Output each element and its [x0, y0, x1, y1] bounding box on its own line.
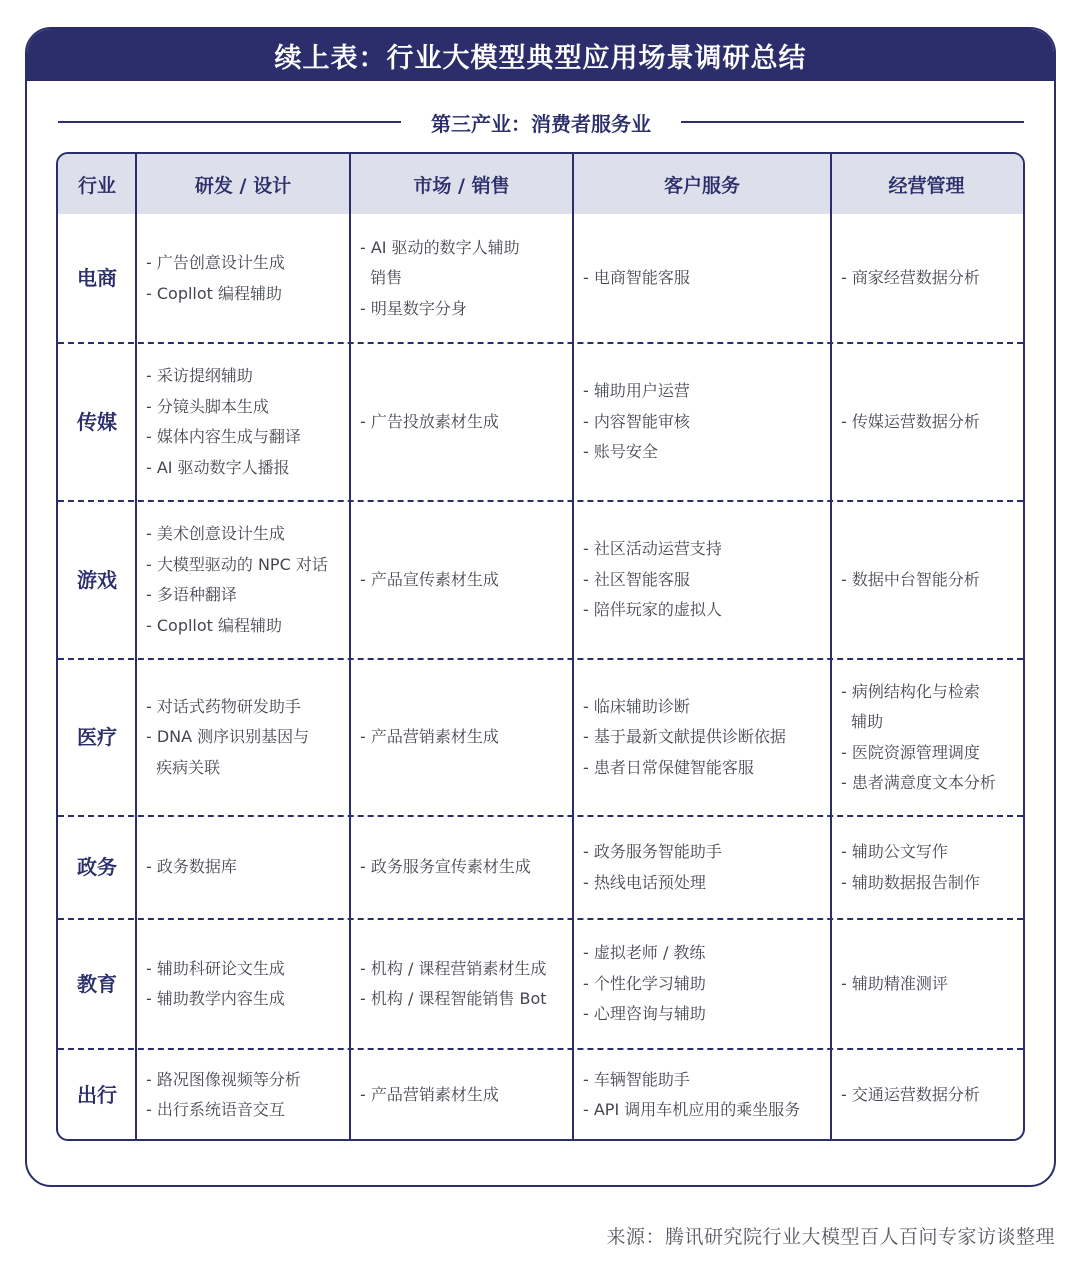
- industry-cell: 出行: [77, 1082, 117, 1107]
- item-list: [841, 677, 996, 799]
- table-row: [58, 502, 1023, 660]
- item-list: [146, 852, 237, 883]
- list-item: - 个性化学习辅助: [583, 973, 706, 993]
- list-item: - 对话式药物研发助手: [146, 696, 301, 716]
- list-item: - 辅助教学内容生成: [146, 989, 285, 1008]
- list-item: - 患者满意度文本分析: [841, 773, 996, 792]
- item-list: [841, 407, 980, 438]
- rd-cell: [136, 1050, 350, 1140]
- list-item: - 虚拟老师 / 教练: [583, 943, 706, 963]
- service-cell: [573, 660, 831, 815]
- list-item: - 数据中台智能分析: [841, 569, 980, 589]
- section-heading: [58, 106, 1024, 138]
- list-item: - DNA 测序识别基因与: [146, 727, 310, 747]
- item-list: [146, 361, 301, 483]
- item-list: [583, 938, 706, 1030]
- market-cell: [350, 817, 573, 918]
- list-item: - 传媒运营数据分析: [841, 411, 980, 431]
- item-list: [583, 376, 690, 468]
- service-cell: [573, 817, 831, 918]
- mgmt-cell: [831, 817, 1022, 918]
- list-item: - 广告创意设计生成: [146, 253, 285, 272]
- section-label: 第三产业：消费者服务业: [431, 111, 651, 136]
- market-cell: [350, 502, 573, 658]
- list-item: - 医院资源管理调度: [841, 742, 980, 762]
- table-row: [58, 344, 1023, 502]
- item-list: [146, 692, 309, 784]
- list-item: - 商家经营数据分析: [841, 268, 980, 288]
- mgmt-cell: [831, 344, 1022, 500]
- item-list: [583, 1065, 800, 1126]
- market-cell: [350, 344, 573, 500]
- list-item: - 心理咨询与辅助: [583, 1004, 706, 1024]
- industry-cell: 电商: [77, 266, 117, 291]
- header-market: 市场 / 销售: [413, 174, 510, 197]
- column-divider: [135, 154, 137, 1139]
- list-item: - 明星数字分身: [360, 298, 467, 318]
- list-item: - 媒体内容生成与翻译: [146, 427, 301, 446]
- rd-cell: [136, 215, 350, 342]
- header-rd: 研发 / 设计: [194, 174, 292, 197]
- list-item: - AI 驱动的数字人辅助: [360, 237, 520, 257]
- service-cell: [573, 1050, 831, 1140]
- list-item: - 采访提纲辅助: [146, 366, 253, 385]
- item-list: [841, 565, 980, 596]
- list-item: - API 调用车机应用的乘坐服务: [583, 1100, 801, 1119]
- market-cell: [350, 1050, 573, 1140]
- item-list: [360, 722, 499, 753]
- list-item: - 辅助用户运营: [583, 381, 690, 401]
- item-list: [360, 852, 531, 883]
- list-item: - 产品营销素材生成: [360, 1084, 499, 1104]
- service-cell: [573, 502, 831, 658]
- rd-cell: [136, 344, 350, 500]
- list-item: - 路况图像视频等分析: [146, 1069, 301, 1089]
- table-row: [58, 1050, 1023, 1140]
- column-divider: [830, 154, 832, 1139]
- list-item: - 分镜头脚本生成: [146, 396, 269, 416]
- list-item: - 电商智能客服: [583, 268, 690, 288]
- list-item: - 临床辅助诊断: [583, 696, 690, 716]
- rd-cell: [136, 920, 350, 1048]
- table-row: [58, 920, 1023, 1050]
- list-item: - 辅助数据报告制作: [841, 872, 980, 892]
- list-item: - 社区智能客服: [583, 569, 690, 589]
- list-item: - 大模型驱动的 NPC 对话: [146, 554, 328, 574]
- table-header-row: [58, 154, 1023, 214]
- market-cell: [350, 920, 573, 1048]
- list-item: - 辅助科研论文生成: [146, 958, 285, 978]
- list-item: 疾病关联: [146, 757, 221, 777]
- list-item: - 广告投放素材生成: [360, 411, 499, 431]
- mgmt-cell: [831, 660, 1022, 815]
- source-note: 来源：腾讯研究院行业大模型百人百问专家访谈整理: [606, 1226, 1055, 1248]
- mgmt-cell: [831, 920, 1022, 1048]
- mgmt-cell: [831, 215, 1022, 342]
- service-cell: [573, 215, 831, 342]
- table-row: [58, 660, 1023, 817]
- header-service: 客户服务: [663, 174, 740, 197]
- item-list: [583, 692, 786, 784]
- item-list: [841, 263, 980, 294]
- list-item: - AI 驱动数字人播报: [146, 457, 290, 477]
- list-item: - 机构 / 课程智能销售 Bot: [360, 989, 547, 1008]
- list-item: - 陪伴玩家的虚拟人: [583, 600, 722, 620]
- item-list: [360, 565, 499, 596]
- list-item: - 病例结构化与检索: [841, 681, 980, 701]
- column-divider: [349, 154, 351, 1139]
- item-list: [583, 263, 690, 294]
- item-list: [360, 233, 520, 325]
- industry-cell: 医疗: [77, 725, 117, 750]
- item-list: [583, 534, 722, 626]
- rd-cell: [136, 660, 350, 815]
- industry-cell: 教育: [77, 971, 117, 996]
- market-cell: [350, 215, 573, 342]
- header-industry: 行业: [77, 174, 116, 197]
- header-mgmt: 经营管理: [888, 174, 965, 197]
- list-item: - 美术创意设计生成: [146, 524, 285, 543]
- list-item: - 交通运营数据分析: [841, 1084, 980, 1104]
- list-item: - 多语种翻译: [146, 585, 237, 604]
- mgmt-cell: [831, 502, 1022, 658]
- list-item: - 基于最新文献提供诊断依据: [583, 727, 786, 747]
- list-item: - 辅助公文写作: [841, 842, 948, 861]
- list-item: - 机构 / 课程营销素材生成: [360, 958, 547, 978]
- rd-cell: [136, 817, 350, 918]
- list-item: - 产品营销素材生成: [360, 727, 499, 747]
- list-item: - 热线电话预处理: [583, 872, 706, 892]
- list-item: - 车辆智能助手: [583, 1069, 690, 1089]
- item-list: [360, 407, 499, 438]
- mgmt-cell: [831, 1050, 1022, 1140]
- item-list: [583, 837, 722, 898]
- list-item: - Copllot 编程辅助: [146, 615, 283, 635]
- list-item: - Copllot 编程辅助: [146, 283, 283, 303]
- table-row: [58, 215, 1023, 344]
- list-item: - 政务服务智能助手: [583, 842, 722, 861]
- service-cell: [573, 344, 831, 500]
- list-item: - 出行系统语音交互: [146, 1100, 285, 1119]
- list-item: - 社区活动运营支持: [583, 539, 722, 559]
- section-rule-right: [681, 121, 1024, 123]
- item-list: [360, 1080, 499, 1111]
- item-list: [841, 1080, 980, 1111]
- section-rule-left: [58, 121, 401, 123]
- table-row: [58, 817, 1023, 920]
- scenario-table: [56, 152, 1025, 1141]
- list-item: - 政务数据库: [146, 857, 237, 877]
- list-item: 销售: [360, 268, 403, 288]
- list-item: - 产品宣传素材生成: [360, 569, 499, 589]
- item-list: [360, 954, 547, 1015]
- market-cell: [350, 660, 573, 815]
- list-item: - 辅助精准测评: [841, 973, 948, 993]
- card-title: 续上表：行业大模型典型应用场景调研总结: [27, 29, 1054, 81]
- list-item: - 政务服务宣传素材生成: [360, 857, 531, 877]
- rd-cell: [136, 502, 350, 658]
- item-list: [146, 954, 285, 1015]
- item-list: [146, 519, 328, 641]
- list-item: - 内容智能审核: [583, 411, 690, 431]
- item-list: [146, 248, 285, 309]
- item-list: [841, 969, 948, 1000]
- item-list: [841, 837, 980, 898]
- list-item: - 账号安全: [583, 442, 658, 462]
- industry-cell: 政务: [77, 855, 117, 880]
- service-cell: [573, 920, 831, 1048]
- item-list: [146, 1065, 301, 1126]
- list-item: 辅助: [841, 712, 884, 731]
- industry-cell: 游戏: [77, 567, 117, 592]
- column-divider: [572, 154, 574, 1139]
- industry-cell: 传媒: [77, 409, 117, 434]
- list-item: - 患者日常保健智能客服: [583, 757, 754, 777]
